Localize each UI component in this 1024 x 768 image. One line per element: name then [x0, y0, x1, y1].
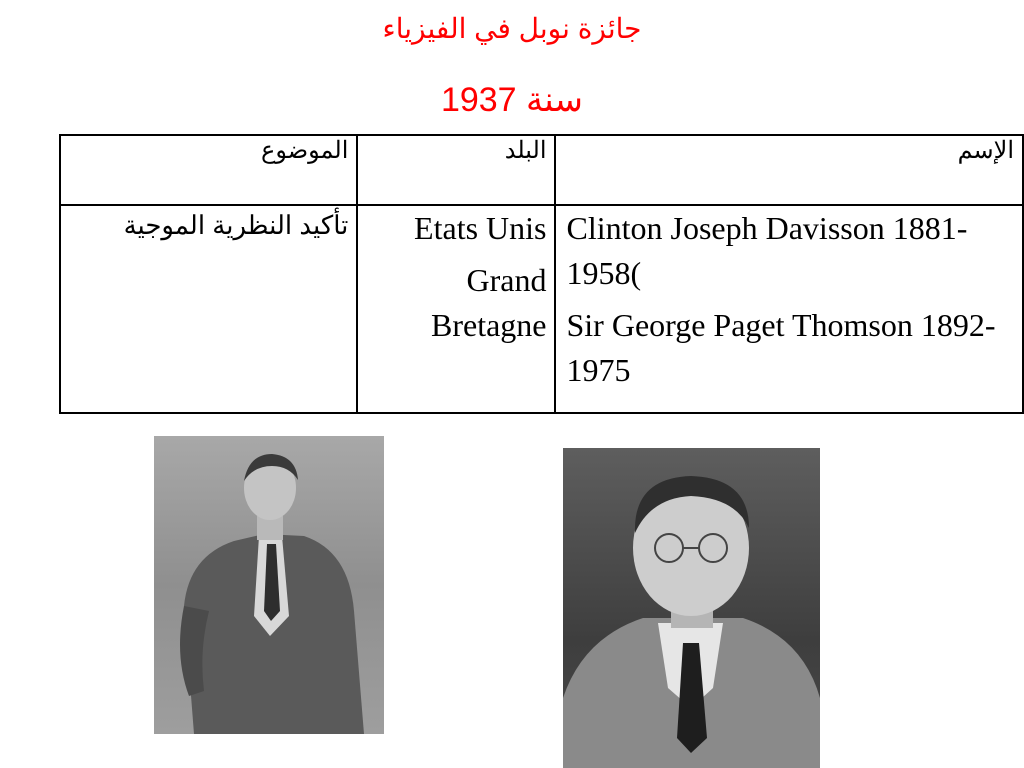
- header-topic: الموضوع: [60, 135, 357, 205]
- slide-title: جائزة نوبل في الفيزياء: [382, 13, 642, 44]
- portrait-photo-davisson: [154, 436, 384, 734]
- portrait-photo-thomson: [563, 448, 820, 768]
- laureate-name-davisson: Clinton Joseph Davisson 1881-1958(: [566, 210, 968, 291]
- cell-topic: [60, 205, 357, 413]
- cell-names: [555, 205, 1023, 413]
- laureate-name-thomson: Sir George Paget Thomson 1892-1975: [566, 307, 996, 388]
- header-country: البلد: [357, 135, 555, 205]
- slide-subtitle-year: سنة 1937: [440, 81, 584, 119]
- topic-text: تأكيد النظرية الموجية: [123, 210, 349, 240]
- country-uk: Grand Bretagne: [430, 262, 547, 343]
- table-row: [60, 205, 1023, 413]
- header-name: الإسم: [555, 135, 1023, 205]
- country-usa: Etats Unis: [414, 210, 547, 246]
- cell-countries: [357, 205, 555, 413]
- table-header-row: [60, 135, 1023, 205]
- laureates-table: [59, 134, 1024, 414]
